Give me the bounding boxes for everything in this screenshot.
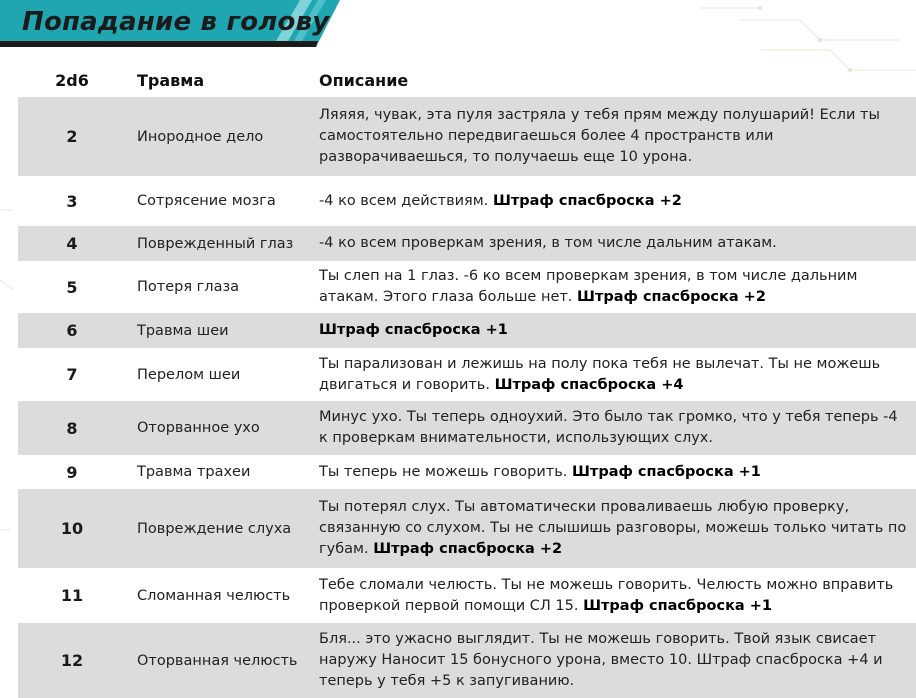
description-cell (319, 629, 916, 692)
header-description: Описание (319, 71, 409, 90)
table-row (18, 176, 916, 226)
roll-cell: 10 (60, 519, 84, 538)
description-text: -4 ко всем проверкам зрения, в том числе дальним атакам. (319, 235, 777, 251)
description-cell (319, 105, 916, 168)
roll-cell: 12 (60, 651, 84, 670)
injury-cell: Оторванная челюсть (137, 652, 298, 669)
injury-table (18, 63, 916, 698)
description-text: Ты слеп на 1 глаз. -6 ко всем проверкам зрения, в том числе дальним атакам. Этого глаза больше нет. (319, 268, 858, 305)
injury-cell: Инородное дело (137, 128, 264, 145)
description-cell (319, 233, 916, 254)
header-roll: 2d6 (55, 71, 89, 90)
injury-cell: Перелом шеи (137, 366, 241, 383)
description-text: -4 ко всем действиям. (319, 192, 489, 209)
roll-cell: 4 (66, 234, 78, 253)
description-text: Ляяяя, чувак, эта пуля застряла у тебя прям между полушарий! Если ты самостоятельно передвигаешься более 4 пространств или разворачиваешься, то получаешь еще 10 урона. (319, 107, 880, 165)
injury-cell: Поврежденный глаз (137, 235, 294, 252)
roll-cell: 5 (66, 277, 78, 297)
roll-cell: 7 (66, 365, 78, 384)
table-row (18, 401, 916, 455)
table-header (18, 63, 916, 97)
table-row (18, 348, 916, 401)
save-penalty: Штраф спасброска +1 (572, 463, 761, 480)
page-title: Попадание в голову (22, 7, 330, 37)
table-row (18, 568, 916, 623)
description-cell (319, 462, 916, 483)
injury-cell: Травма шеи (137, 322, 229, 339)
save-penalty: Штраф спасброска +2 (577, 289, 766, 305)
save-penalty: Штраф спасброска +1 (583, 597, 772, 614)
description-text: Минус ухо. Ты теперь одноухий. Это было так громко, что у тебя теперь -4 к проверкам внимательности, использующих слух. (319, 409, 898, 446)
roll-cell: 9 (66, 462, 78, 482)
description-cell (319, 354, 916, 396)
table-row (18, 226, 916, 261)
save-penalty: Штраф спасброска +2 (492, 192, 682, 209)
description-cell (319, 191, 916, 212)
table-row (18, 97, 916, 176)
description-text: Ты парализован и лежишь на полу пока тебя не вылечат. Ты не можешь двигаться и говорить. (319, 355, 881, 393)
table-row (18, 313, 916, 348)
table-row (18, 261, 916, 313)
roll-cell: 6 (66, 321, 78, 340)
table-row (18, 623, 916, 698)
table-row (18, 489, 916, 568)
save-penalty: Штраф спасброска +1 (319, 322, 508, 338)
roll-cell: 8 (66, 418, 78, 438)
description-cell (319, 497, 916, 560)
roll-cell: 2 (66, 127, 78, 146)
roll-cell: 3 (66, 191, 78, 211)
description-text: Тебе сломали челюсть. Ты не можешь говорить. Челюсть можно вправить проверкой первой помощи СЛ 15. (319, 576, 894, 614)
description-text: Бля... это ужасно выглядит. Ты не можешь говорить. Твой язык свисает наружу Наносит 15 бонусного урона, вместо 10. Штраф спасброска +4 и теперь у тебя +5 к запугиванию. (319, 631, 883, 689)
injury-cell: Повреждение слуха (137, 520, 292, 537)
roll-cell: 11 (60, 586, 84, 605)
description-cell (319, 407, 916, 449)
injury-cell: Травма трахеи (137, 464, 251, 480)
table-row (18, 455, 916, 489)
header-injury: Травма (137, 71, 205, 90)
save-penalty: Штраф спасброска +2 (373, 541, 563, 557)
description-cell (319, 266, 916, 308)
save-penalty: Штраф спасброска +4 (494, 376, 684, 393)
description-text: Ты теперь не можешь говорить. (319, 463, 568, 480)
description-cell (319, 320, 916, 341)
description-cell (319, 575, 916, 617)
description-text: Ты потерял слух. Ты автоматически проваливаешь любую проверку, связанную со слухом. Ты не слышишь разговоры, можешь только читать по губам. (319, 499, 907, 557)
injury-cell: Оторванное ухо (137, 420, 260, 436)
injury-cell: Сломанная челюсть (137, 587, 291, 604)
injury-cell: Сотрясение мозга (137, 193, 276, 209)
injury-cell: Потеря глаза (137, 279, 240, 295)
